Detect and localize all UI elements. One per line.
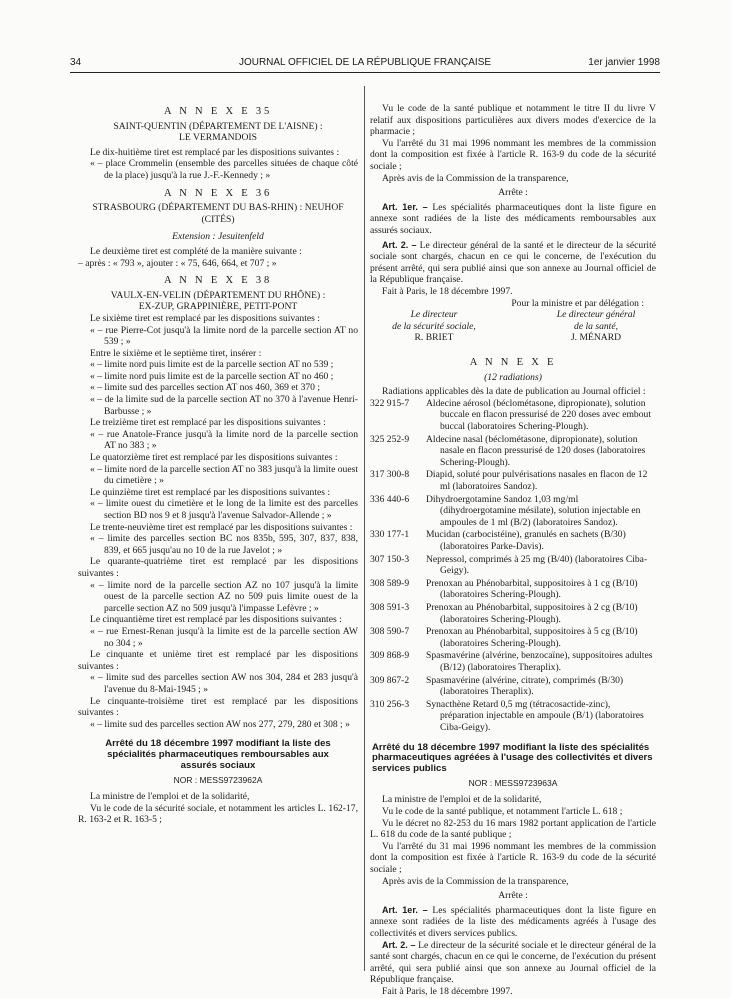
radiation-code: 322 915-7 [370,397,410,409]
arrete-2-article-1-text: Les spécialités pharmaceutiques dont la liste figure en annexe sont radiées de la liste des médicaments agréés à l'usage des collectivités et divers services publics. [370,904,656,940]
arrete-2-title: Arrêté du 18 décembre 1997 modifiant la liste des spécialités pharmaceutiques agréées à l'usage des collectivités et divers services publics [372,741,653,775]
page-header [70,57,660,71]
paragraph: « – limite sud des parcelles section AW nos 277, 279, 280 et 308 ; » [90,718,350,730]
annexe-title: A N N E X E [469,357,557,369]
radiation-text: Spasmavérine (alvérine, benzocaïne), suppositoires adultes (B/12) (laboratoires Theraplix). [426,650,653,673]
arrete-2-article-2-label: Art. 2. – [382,939,416,950]
radiation-text: Spasmavérine (alvérine, citrate), comprimés (B/30) (laboratoires Theraplix). [426,674,624,698]
radiation-item [370,602,656,625]
paragraph: Après avis de la Commission de la transparence, [382,875,569,887]
radiation-text: Prenoxan au Phénobarbital, suppositoires à 1 cg (B/10) (laboratoires Schering-Plough). [426,577,638,601]
radiation-text: Aldecine aérosol (béclométasone, dipropionate), solution buccale en flacon pressurisé de 220 doses avec embout buccal (laboratoires Schering-Plough). [426,397,651,433]
paragraph: Le cinquante et unième tiret est remplacé par les dispositions suivantes : [78,649,358,672]
radiation-item [370,578,656,601]
radiation-code: 310 256-3 [370,698,410,710]
radiation-item [370,434,656,469]
radiation-code: 317 300-8 [370,469,410,481]
radiation-code: 309 867-2 [370,674,410,686]
journal-title: JOURNAL OFFICIEL DE LA RÉPUBLIQUE FRANÇAISE [238,57,492,68]
paragraph: Le quarante-quatrième tiret est remplacé par les dispositions suivantes : [78,556,358,579]
radiation-code: 308 591-3 [370,601,410,613]
article-1-text: Les spécialités pharmaceutiques dont la liste figure en annexe sont radiées de la liste des médicaments remboursables aux assurés sociaux. [370,201,656,236]
annex-38-subtitle: VAULX-EN-VELIN (DÉPARTEMENT DU RHÔNE) : [110,289,326,301]
radiation-item [370,650,656,673]
radiation-text: Aldecine nasal (béclométasone, dipropionate), solution nasale en flacon pressurisé de 120 doses (laboratoires Schering-Plough). [426,433,646,468]
paragraph: Le cinquantième tiret est remplacé par les dispositions suivantes : [90,614,342,626]
paragraph: « – limite nord de la parcelle section AT no 383 jusqu'à la limite ouest du cimetière ; » [90,463,358,487]
paragraph: « – limite sud des parcelles section AW nos 304, 284 et 283 jusqu'à l'avenue du 8-Mai-1945 ; » [90,672,358,695]
radiation-text: Dihydroergotamine Sandoz 1,03 mg/ml (dihydroergotamine mésilate), solution injectable en ampoules de 1 ml (B/2) (laboratoires Sandoz). [426,493,641,528]
arrete-2-article-2-text: Le directeur de la sécurité sociale et le directeur général de la santé sont chargés, chacun en ce qui le concerne, de l'exécution du présent arrêté, qui sera publié ainsi que son annexe au Journal officiel de la République française. [370,939,656,986]
radiation-item [370,554,656,577]
radiation-code: 308 589-9 [370,577,410,589]
paragraph: Vu le code de la sécurité sociale, et notamment les articles L. 162-17, R. 163-2 et R. 163-5 ; [78,802,358,826]
paragraph: « – limite des parcelles section BC nos 835b, 595, 307, 837, 838, 839, et 665 jusqu'au no 10 de la rue Javelot ; » [90,533,358,556]
radiation-code: 330 177-1 [370,529,410,541]
paragraph: « – rue Pierre-Cot jusqu'à la limite nord de la parcelle section AT no 539 ; » [90,324,358,348]
arrete-1-nor: NOR : MESS9723962A [173,774,263,785]
radiation-item [370,675,656,698]
column-divider [364,86,365,971]
paragraph: Vu le décret no 82-253 du 16 mars 1982 portant application de l'article L. 618 du code de la santé publique ; [370,817,656,841]
paragraph: « – limite nord puis limite est de la parcelle section AT no 539 ; [90,359,334,371]
paragraph: « – limite nord puis limite est de la parcelle section AT no 460 ; [90,370,334,382]
annex-38-title: A N N E X E 38 [163,275,273,287]
signatory-right-title-2: de la santé, [574,320,618,332]
paragraph: « – limite ouest du cimetière et le long de la limite est des parcelles section BD nos 9 et 8 jusqu'à l'avenue Salvador-Allende ; » [90,498,358,521]
radiation-text: Synacthène Retard 0,5 mg (tétracosactide-zinc), préparation injectable en ampoule (B/1) (laboratoires Ciba-Geigy). [426,698,644,733]
paragraph: « – limite nord de la parcelle section AZ no 107 jusqu'à la limite ouest de la parcelle section AZ no 509 puis limite ouest de la parcelle section AZ no 509 jusqu'à l'impasse Lefèvre ; » [90,579,358,614]
article-2-text: Le directeur général de la santé et le directeur de la sécurité sociale sont chargés, chacun en ce qui le concerne, de l'exécution du présent arrêté, qui sera publié ainsi que son annexe au Journal officiel de la République française. [370,239,656,286]
radiation-text: Prenoxan au Phénobarbital, suppositoires à 5 cg (B/10) (laboratoires Schering-Plough). [426,626,638,649]
paragraph: Le deuxième tiret est complété de la manière suivante : [90,245,302,257]
article-1-label: Art. 1er. – [382,201,428,212]
signatory-left-title-2: de la sécurité sociale, [392,320,476,332]
radiation-text: Prenoxan au Phénobarbital, suppositoires à 2 cg (B/10) (laboratoires Schering-Plough). [426,601,638,625]
arrete-2-label: Arrête : [498,890,528,902]
page-number: 34 [70,57,82,68]
arrete-label: Arrête : [498,187,528,199]
paragraph: « – rue Anatole-France jusqu'à la limite nord de la parcelle section AT no 383 ; » [90,428,358,452]
paragraph: Vu l'arrêté du 31 mai 1996 nommant les membres de la commission dont la composition est fixée à l'article R. 163-9 du code de la sécurité sociale ; [370,137,656,172]
signature-date: Fait à Paris, le 18 décembre 1997. [382,285,513,297]
radiations-intro: Radiations applicables dès la date de publication au Journal officiel : [382,386,646,398]
signatory-right-name: J. MÉNARD [570,332,622,344]
annex-35-subtitle: SAINT-QUENTIN (DÉPARTEMENT DE L'AISNE) : [113,120,323,132]
right-column [370,103,656,998]
arrete-2-article-1-label: Art. 1er. – [382,904,428,915]
radiation-code: 308 590-7 [370,626,410,638]
radiation-code: 307 150-3 [370,553,410,565]
annex-36-subtitle: STRASBOURG (DÉPARTEMENT DU BAS-RHIN) : NEUHOF (CITÉS) [92,202,344,225]
paragraph: Le treizième tiret est remplacé par les dispositions suivantes : [90,417,326,429]
article-2-label: Art. 2. – [382,239,417,250]
arrete-1-title: Arrêté du 18 décembre 1997 modifiant la liste des spécialités pharmaceutiques remboursables aux assurés sociaux [105,738,331,771]
paragraph: « – limite sud des parcelles section AT nos 460, 369 et 370 ; [90,382,321,394]
paragraph: Vu l'arrêté du 31 mai 1996 nommant les membres de la commission dont la composition est fixée à l'article R. 163-9 du code de la sécurité sociale ; [370,840,656,876]
annex-36-title: A N N E X E 36 [163,187,273,199]
radiation-item [370,626,656,649]
radiation-item [370,494,656,529]
left-column [78,100,358,826]
paragraph: Le sixième tiret est remplacé par les dispositions suivantes : [90,312,320,324]
paragraph: La ministre de l'emploi et de la solidarité, [90,791,250,803]
signatures [370,309,656,345]
radiation-code: 336 440-6 [370,493,410,505]
radiation-text: Nepressol, comprimés à 25 mg (B/40) (laboratoires Ciba-Geigy). [426,553,648,577]
header-rule [70,72,660,73]
radiation-item [370,469,656,492]
arrete-2-signature-date: Fait à Paris, le 18 décembre 1997. [382,985,513,997]
signatory-left-name: R. BRIET [414,332,454,344]
paragraph: « – de la limite sud de la parcelle section AT no 370 à l'avenue Henri-Barbusse ; » [90,394,358,417]
paragraph: Le quatorzième tiret est remplacé par les dispositions suivantes : [90,452,338,464]
annex-35-title: A N N E X E 35 [163,106,273,117]
signatory-right-title: Le directeur général [556,309,636,321]
signatory-left-title: Le directeur [410,309,458,321]
annexe-subtitle: (12 radiations) [484,371,542,383]
paragraph: Le trente-neuvième tiret est remplacé par les dispositions suivantes : [90,521,353,533]
radiation-code: 309 868-9 [370,650,410,662]
radiation-item [370,398,656,433]
paragraph: Le quinzième tiret est remplacé par les dispositions suivantes : [90,486,331,498]
arrete-2-nor: NOR : MESS9723963A [468,777,558,788]
paragraph: Vu le code de la santé publique et notamment le titre II du livre V relatif aux dispositions particulières aux divers modes d'exercice de la pharmacie ; [370,103,656,138]
radiation-item [370,699,656,734]
issue-date: 1er janvier 1998 [588,57,660,68]
paragraph: Entre le sixième et le septième tiret, insérer : [90,347,262,359]
paragraph: Le cinquante-troisième tiret est remplacé par les dispositions suivantes : [78,695,358,719]
radiation-code: 325 252-9 [370,433,410,445]
paragraph: « – place Crommelin (ensemble des parcelles situées de chaque côté de la place) jusqu'à la rue J.-F.-Kennedy ; » [90,158,358,181]
annex-38-subtitle-2: EX-ZUP, GRAPPINIÈRE, PETIT-PONT [138,301,298,313]
radiation-item [370,529,656,552]
radiation-list [370,398,656,734]
annex-35-subtitle-2: LE VERMANDOIS [179,132,257,144]
radiation-text: Diapid, soluté pour pulvérisations nasales en flacon de 12 ml (laboratoires Sandoz). [426,469,648,493]
paragraph: La ministre de l'emploi et de la solidarité, [382,794,542,806]
paragraph: Vu le code de la santé publique, et notamment l'article L. 618 ; [382,806,623,818]
paragraph: « – rue Ernest-Renan jusqu'à la limite est de la parcelle section AW no 304 ; » [90,625,358,649]
paragraph: – après : « 793 », ajouter : « 75, 646, 664, et 707 ; » [78,257,277,269]
radiation-text: Mucidan (carbocistéine), granulés en sachets (B/30) (laboratoires Parke-Davis). [426,529,626,552]
delegation: Pour la ministre et par délégation : [511,297,644,309]
paragraph: Après avis de la Commission de la transparence, [382,172,569,184]
annex-36-extension: Extension : Jesuitenfeld [172,231,264,243]
paragraph: Le dix-huitième tiret est remplacé par les dispositions suivantes : [90,146,340,158]
